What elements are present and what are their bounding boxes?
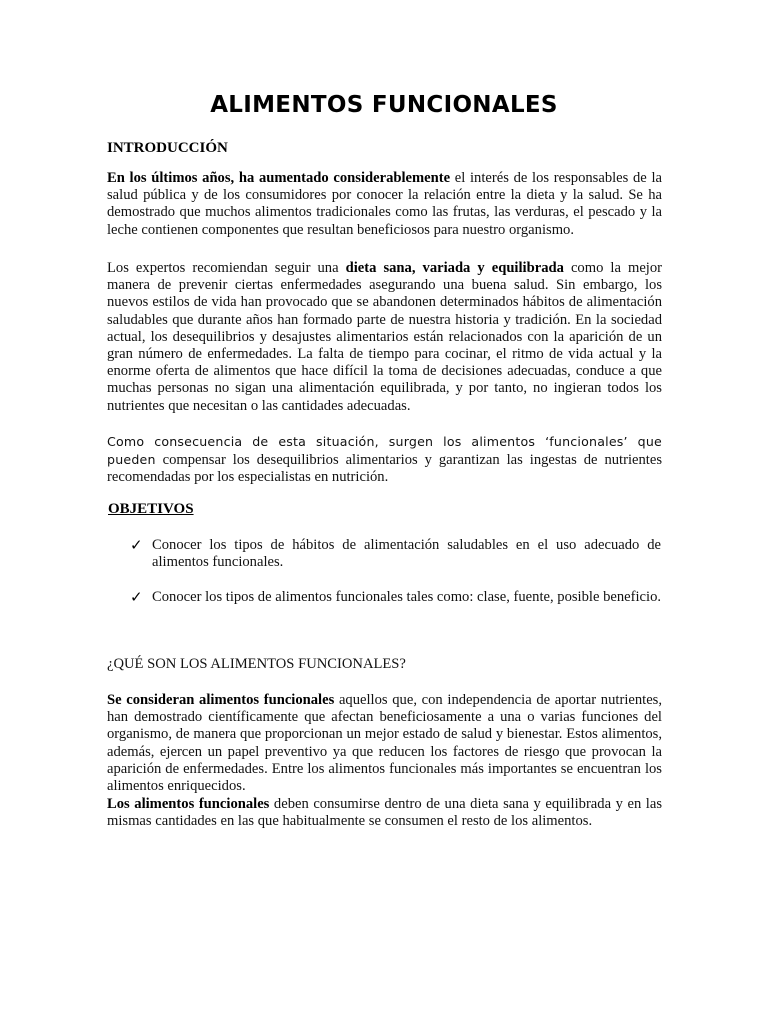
intro-p2-text-a: Los expertos recomiendan seguir una (107, 260, 346, 276)
objective-item-2: Conocer los tipos de alimentos funcionales tales como: clase, fuente, posible beneficio. (152, 589, 662, 605)
what-heading: ¿QUÉ SON LOS ALIMENTOS FUNCIONALES? (107, 656, 406, 672)
what-paragraph-1 (107, 692, 662, 795)
intro-p1-bold: En los últimos años, ha aumentado considerablemente (107, 170, 451, 186)
what-p1-bold: Se consideran alimentos funcionales (107, 692, 335, 708)
objectives-heading-text: OBJETIVOS (108, 501, 194, 517)
intro-p2-text-b: como la mejor manera de prevenir ciertas enfermedades asegurando una buena salud. Sin embargo, los nuevos estilos de vida han provocado que se abandonen determinados hábitos de alimentación saludables que durante años han formado parte de nuestra historia y tradición. En la sociedad actual, los desequilibrios y desajustes alimentarios están relacionados con la aparición de un gran número de enfermedades. La falta de tiempo para cocinar, el ritmo de vida actual y la enorme oferta de alimentos que hace difícil la toma de decisiones adecuadas, conduce a que muchas personas no sigan una alimentación equilibrada, y por tanto, no ingieran todos los nutrientes que necesitan o las cantidades adecuadas. (107, 260, 663, 414)
intro-paragraph-2 (107, 260, 662, 415)
what-paragraph-2 (107, 796, 662, 830)
what-p2-bold: Los alimentos funcionales (107, 796, 270, 812)
checkmark-icon: ✓ (130, 590, 143, 606)
intro-paragraph-1 (107, 170, 662, 239)
what-p1-text: aquellos que, con independencia de aportar nutrientes, han demostrado científicamente que afectan beneficiosamente a una o varias funciones del organismo, de manera que proporcionan un mejor estado de salud y bienestar. Estos alimentos, además, ejercen un papel preventivo ya que reducen los factores de riesgo que provocan la aparición de enfermedades. Entre los alimentos funcionales más importantes se encuentran los alimentos enriquecidos. (107, 692, 663, 795)
intro-heading: INTRODUCCIÓN (107, 140, 228, 156)
intro-p3-sans-text: Como consecuencia de esta situación, surgen los alimentos ‘funcionales’ que pueden (107, 434, 662, 468)
checkmark-icon: ✓ (130, 538, 143, 554)
intro-p3-text: compensar los desequilibrios alimentarios y garantizan las ingestas de nutrientes recomendadas por los especialistas en nutrición. (107, 452, 662, 486)
intro-p2-bold: dieta sana, variada y equilibrada (345, 260, 564, 276)
intro-p1-text: el interés de los responsables de la salud pública y de los consumidores por conocer la relación entre la dieta y la salud. Se ha demostrado que muchos alimentos tradicionales como las frutas, las verduras, el pescado y la leche contienen componentes que resultan beneficiosos para nuestro organismo. (107, 170, 662, 238)
objectives-heading (108, 501, 194, 518)
intro-paragraph-3 (107, 433, 662, 487)
what-p2-text: deben consumirse dentro de una dieta sana y equilibrada y en las mismas cantidades en las que habitualmente se consumen el resto de los alimentos. (107, 796, 663, 830)
objective-item-1: Conocer los tipos de hábitos de alimentación saludables en el uso adecuado de alimentos funcionales. (152, 537, 661, 571)
document-title: ALIMENTOS FUNCIONALES (210, 92, 558, 118)
